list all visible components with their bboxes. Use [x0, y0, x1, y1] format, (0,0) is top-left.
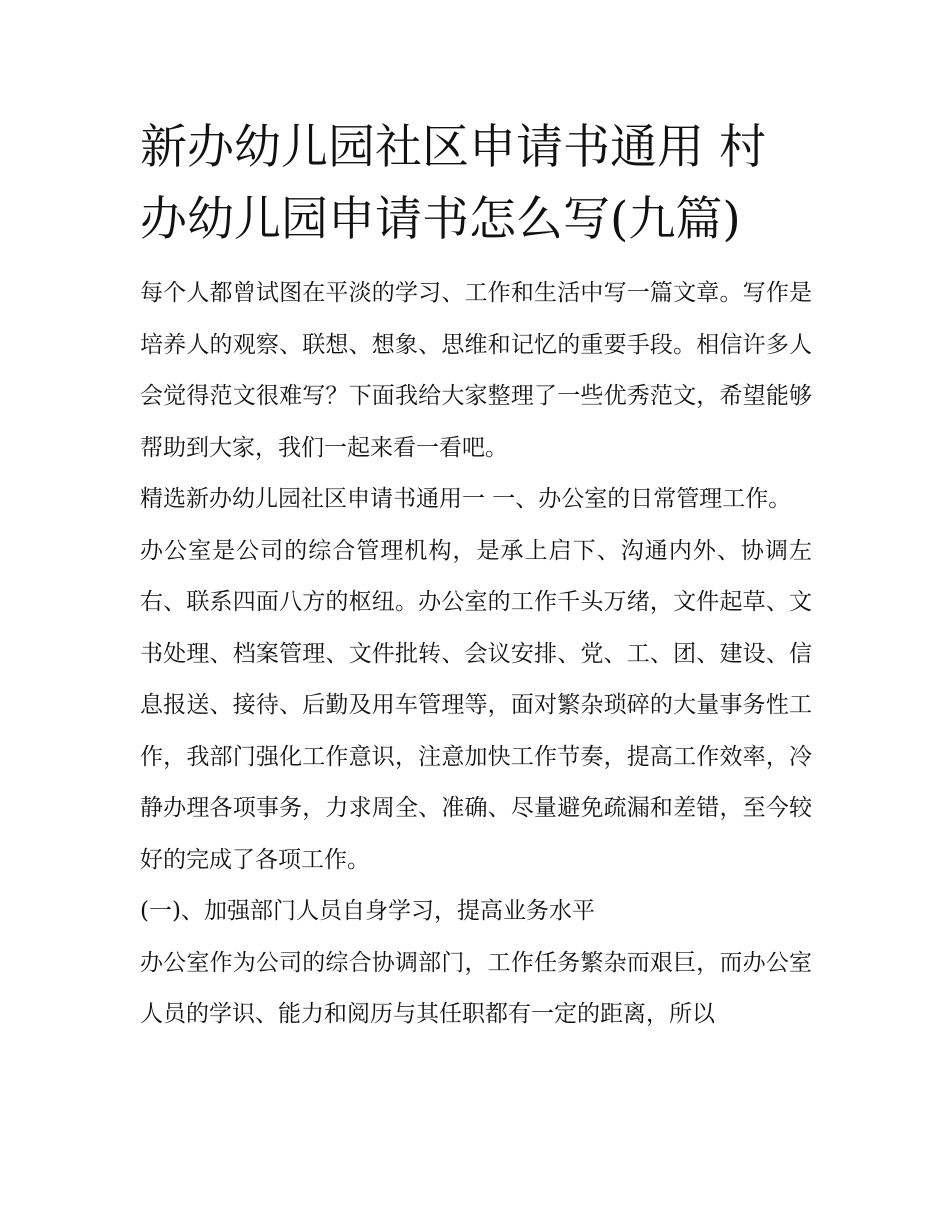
document-title: 新办幼儿园社区申请书通用 村办幼儿园申请书怎么写(九篇): [140, 120, 766, 247]
paragraph-subheading: (一)、加强部门人员自身学习，提高业务水平: [140, 898, 595, 924]
paragraph-section-heading: 精选新办幼儿园社区申请书通用一 一、办公室的日常管理工作。: [140, 486, 792, 512]
paragraph-office-description: 办公室是公司的综合管理机构，是承上启下、沟通内外、协调左右、联系四面八方的枢纽。办公室的工作千头万绪，文件起草、文书处理、档案管理、文件批转、会议安排、党、工、团、建设、信息报送、接待、后勤及用车管理等，面对繁杂琐碎的大量事务性工作，我部门强化工作意识，注意加快工作节奏，提高工作效率，冷静办理各项事务，力求周全、准确、尽量避免疏漏和差错，至今较好的完成了各项工作。: [140, 537, 812, 873]
paragraph-office-role: 办公室作为公司的综合协调部门，工作任务繁杂而艰巨，而办公室人员的学识、能力和阅历与其任职都有一定的距离，所以: [140, 949, 812, 1027]
paragraph-intro: 每个人都曾试图在平淡的学习、工作和生活中写一篇文章。写作是培养人的观察、联想、想象、思维和记忆的重要手段。相信许多人会觉得范文很难写？下面我给大家整理了一些优秀范文，希望能够帮助到大家，我们一起来看一看吧。: [140, 280, 812, 461]
document-page: [140, 112, 812, 1041]
